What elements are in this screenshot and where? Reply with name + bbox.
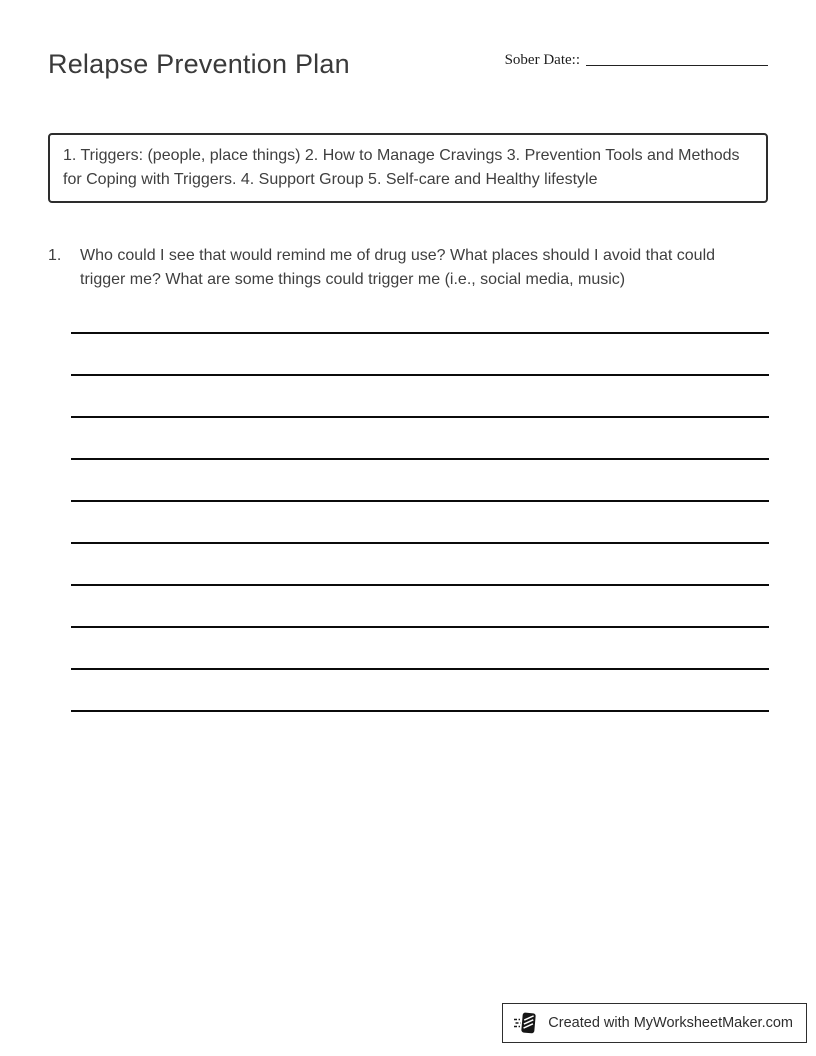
answer-line (71, 334, 769, 376)
footer-badge-text: Created with MyWorksheetMaker.com (548, 1015, 793, 1031)
question-1 (48, 244, 768, 292)
sober-date-blank-line (586, 65, 768, 66)
answer-line (71, 376, 769, 418)
answer-line (71, 460, 769, 502)
header (0, 0, 816, 81)
answer-line (71, 544, 769, 586)
answer-line (71, 586, 769, 628)
answer-line (71, 670, 769, 712)
footer-badge (502, 1003, 807, 1043)
instructions-box: 1. Triggers: (people, place things) 2. How to Manage Cravings 3. Prevention Tools and Methods for Coping with Triggers. 4. Support Group 5. Self-care and Healthy lifestyle (48, 133, 768, 203)
question-text: Who could I see that would remind me of drug use? What places should I avoid that could trigger me? What are some things could trigger me (i.e., social media, music) (80, 247, 716, 288)
question-number: 1. (48, 247, 62, 264)
answer-line (71, 502, 769, 544)
sober-date-label: Sober Date:: (504, 52, 580, 68)
answer-line (71, 628, 769, 670)
page-title: Relapse Prevention Plan (48, 49, 350, 79)
answer-lines (71, 292, 769, 712)
answer-line (71, 418, 769, 460)
answer-line (71, 292, 769, 334)
worksheet-maker-logo-icon (513, 1010, 539, 1036)
sober-date-row (505, 52, 768, 69)
